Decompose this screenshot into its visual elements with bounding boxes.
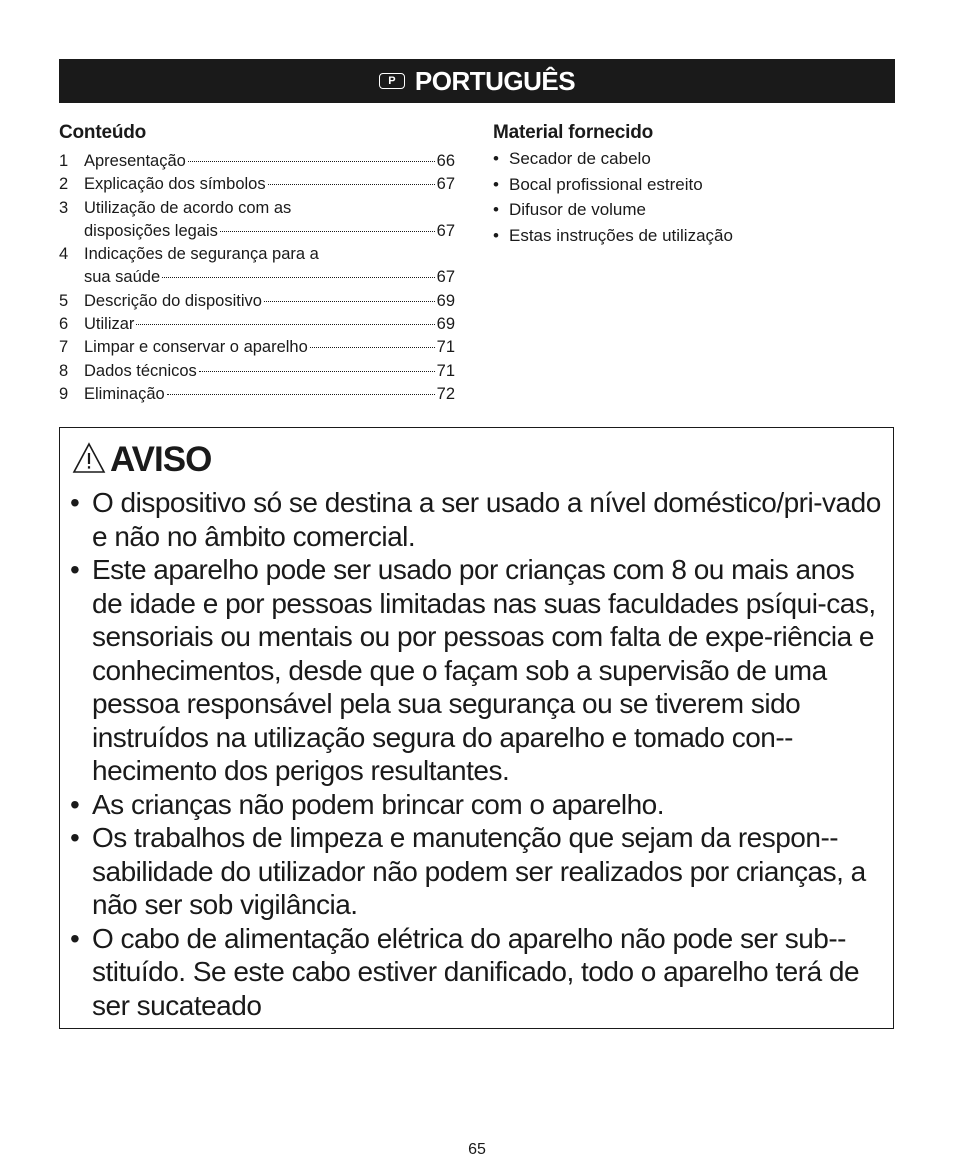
dot-leader — [264, 301, 435, 302]
toc-entry-page: 67 — [436, 268, 455, 287]
toc-entry-number: 7 — [59, 338, 69, 357]
toc-entry-leader — [84, 150, 455, 173]
toc-entry-body — [84, 336, 455, 359]
material-item — [493, 146, 893, 172]
toc-entry[interactable] — [59, 173, 455, 196]
toc-entry-body — [84, 197, 455, 244]
warning-item-text: Este aparelho pode ser usado por crianças com 8 ou mais anos de idade e por pessoas limitadas nas suas faculdades psíqui-cas, sensoriais ou mentais ou por pessoas com falta de expe-riência e conhecimentos, desde que o façam sob a supervisão de uma pessoa responsável pela sua segurança ou se tiverem sido instruídos na utilização segura do aparelho e tomado con-hecimento dos perigos resultantes. — [92, 554, 876, 786]
material-item-text: Secador de cabelo — [509, 149, 651, 168]
dot-leader — [136, 324, 434, 325]
dot-leader — [188, 161, 435, 162]
bullet: • — [70, 922, 80, 954]
toc-entry-leader — [84, 383, 455, 406]
toc-entry-number: 5 — [59, 291, 69, 310]
toc-entry-body — [84, 290, 455, 313]
warning-item — [70, 486, 887, 553]
material-item-text: Difusor de volume — [509, 200, 647, 219]
toc-entry-number: 3 — [59, 198, 69, 217]
toc-entry[interactable] — [59, 313, 455, 336]
language-title: PORTUGUÊS — [414, 65, 576, 96]
toc-entry-title: Limpar e conservar o aparelho — [84, 338, 308, 357]
warning-title: AVISO — [110, 440, 212, 479]
toc-entry-page: 66 — [436, 152, 455, 170]
toc-entry-leader — [84, 313, 455, 336]
toc-entry-title: Descrição do dispositivo — [84, 291, 262, 310]
toc-entry-page: 71 — [436, 338, 455, 357]
bullet: • — [493, 200, 499, 219]
toc-entry-number: 6 — [59, 315, 69, 334]
toc-entry-page: 72 — [436, 384, 455, 403]
warning-triangle-icon — [72, 442, 106, 479]
dot-leader — [220, 231, 435, 232]
dot-leader — [310, 347, 435, 348]
warning-item — [70, 553, 887, 788]
material-item-text: Estas instruções de utilização — [509, 225, 733, 245]
toc-entry-body — [84, 243, 455, 290]
language-header-bar — [59, 59, 895, 103]
warning-item-text: As crianças não podem brincar com o aparelho. — [92, 788, 665, 820]
toc-entry[interactable] — [59, 383, 455, 406]
toc-entry-title-line1: Indicações de segurança para a — [84, 245, 319, 264]
toc-entry[interactable] — [59, 150, 455, 173]
table-of-contents — [59, 122, 455, 406]
dot-leader — [162, 277, 434, 278]
toc-entry-title: Dados técnicos — [84, 361, 197, 380]
warning-header — [72, 440, 211, 480]
bullet: • — [493, 174, 499, 194]
warning-item-text: O dispositivo só se destina a ser usado a nível doméstico/pri-vado e não no âmbito comercial. — [92, 487, 881, 552]
toc-entry-page: 69 — [436, 315, 455, 334]
material-item-text: Bocal profissional estreito — [509, 174, 703, 194]
toc-list — [59, 150, 455, 406]
toc-entry-page: 69 — [436, 291, 455, 310]
dot-leader — [268, 184, 435, 185]
toc-entry-page: 67 — [436, 175, 455, 194]
warning-box — [59, 427, 894, 1029]
toc-entry-page: 71 — [436, 361, 455, 380]
bullet: • — [70, 788, 80, 820]
bullet: • — [70, 487, 80, 518]
warning-item — [70, 922, 887, 1023]
toc-entry-leader — [84, 266, 455, 289]
toc-entry[interactable] — [59, 197, 455, 244]
toc-entry-number: 8 — [59, 361, 69, 380]
material-heading: Material fornecido — [493, 122, 654, 143]
toc-entry-title: Apresentação — [84, 152, 186, 170]
bullet: • — [493, 149, 499, 168]
toc-entry-number: 4 — [59, 245, 69, 264]
bullet: • — [70, 822, 80, 853]
toc-entry-title: Eliminação — [84, 384, 165, 403]
bullet: • — [493, 225, 499, 245]
toc-entry-title: disposições legais — [84, 221, 218, 240]
toc-entry-number: 1 — [59, 152, 69, 170]
warning-item-text: O cabo de alimentação elétrica do aparelho não pode ser sub-stituído. Se este cabo estiver danificado, todo o aparelho terá de ser sucateado — [92, 922, 860, 1021]
toc-entry-leader — [84, 360, 455, 383]
toc-entry-body — [84, 383, 455, 406]
toc-entry-title: Utilizar — [84, 315, 135, 334]
page-number: 65 — [468, 1141, 486, 1158]
toc-entry[interactable] — [59, 360, 455, 383]
toc-entry-body — [84, 313, 455, 336]
toc-entry-body — [84, 173, 455, 196]
toc-entry-title: Explicação dos símbolos — [84, 175, 266, 194]
dot-leader — [167, 394, 435, 395]
toc-entry-number: 9 — [59, 384, 69, 403]
material-list — [493, 146, 893, 248]
warning-item — [70, 821, 887, 922]
material-item — [493, 223, 893, 249]
toc-entry[interactable] — [59, 290, 455, 313]
toc-heading: Conteúdo — [59, 122, 147, 143]
toc-entry-body — [84, 150, 455, 173]
bullet: • — [70, 554, 80, 585]
toc-entry-leader — [84, 290, 455, 313]
toc-entry-number: 2 — [59, 175, 69, 194]
material-item — [493, 197, 893, 223]
warning-list — [70, 486, 887, 1022]
warning-item — [70, 788, 887, 822]
toc-entry[interactable] — [59, 243, 455, 290]
language-badge: P — [379, 73, 405, 89]
toc-entry-body — [84, 360, 455, 383]
toc-entry-title: sua saúde — [84, 268, 161, 287]
toc-entry-title-line1: Utilização de acordo com as — [84, 198, 292, 217]
material-item — [493, 172, 893, 198]
toc-entry[interactable] — [59, 336, 455, 359]
dot-leader — [199, 371, 435, 372]
toc-entry-leader — [84, 220, 455, 243]
toc-entry-leader — [84, 173, 455, 196]
supplied-material — [493, 122, 893, 248]
toc-entry-leader — [84, 336, 455, 359]
warning-item-text: Os trabalhos de limpeza e manutenção que sejam da respon-sabilidade do utilizador não podem ser realizados por crianças, a não ser sob vigilância. — [92, 822, 866, 920]
toc-entry-page: 67 — [436, 221, 455, 240]
